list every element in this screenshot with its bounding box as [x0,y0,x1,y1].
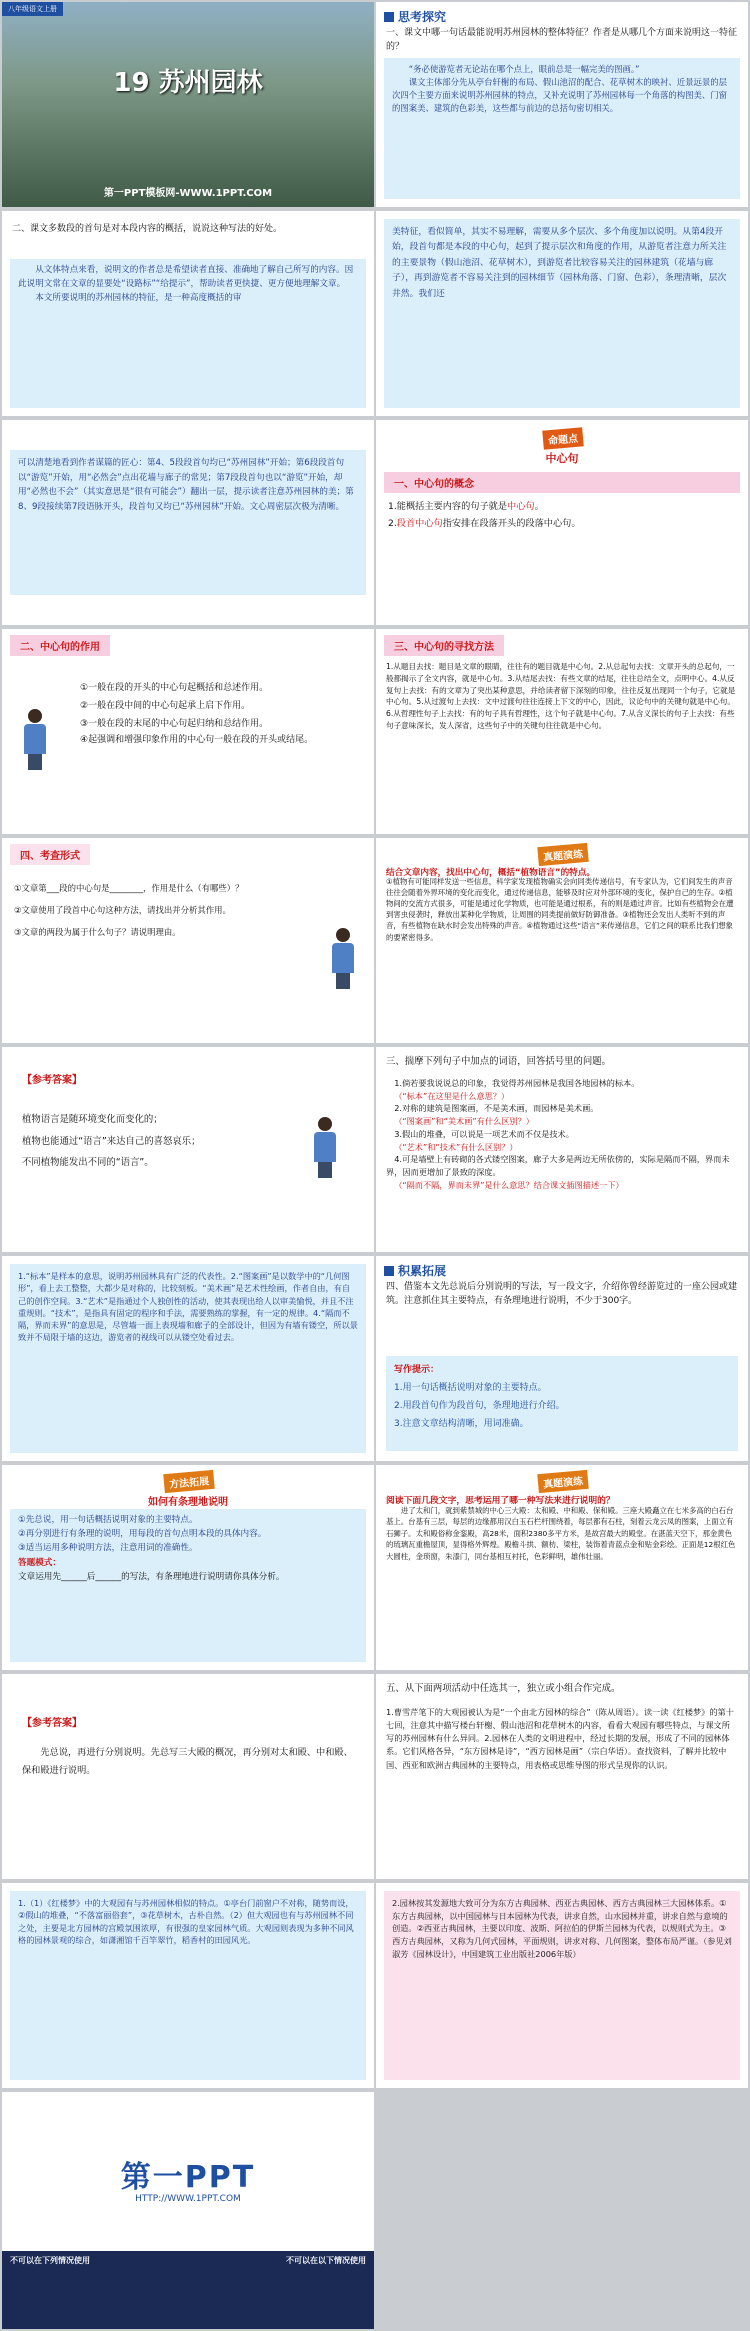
answer-box [384,58,740,199]
garden-photo [2,2,374,207]
slide-8[interactable] [376,629,748,834]
answer-text: 先总说，再进行分别说明。先总写三大殿的概况，再分别对太和殿、中和殿、保和殿进行说明。 [22,1747,353,1777]
topic-title: 中心句 [545,452,579,465]
topic-tag: 命题点 [542,427,584,449]
task-heading: 阅读下面几段文字，思考运用了哪一种写法来进行说明的？ [386,1496,615,1506]
slide-7[interactable] [2,629,374,834]
subheading: 二、中心句的作用 [10,635,110,656]
tips-heading: 写作提示： [394,1365,440,1375]
concept-line-2: 2.段首中心句指安排在段落开头的段落中心句。 [388,517,581,529]
grade-badge: 八年级语文上册 [2,2,63,16]
heading-square-icon [384,1266,394,1276]
slide-10[interactable] [376,838,748,1043]
exam-list [14,878,314,944]
method-text: 1.从题目去找：题目是文章的眼睛，往往有的题目就是中心句。2.从总起句去找：文章开头的总起句，一般都揭示了全文内容，就是中心句。3.从结尾去找：有些文章的结尾，往往总结全文，点明中心。4.从反复句上去找：有的文章为了突出某种意思，并给读者留下深刻的印象，往往反复出现同一个句子，它就是中心句。5.从过渡句上去找：文中过渡句往往连接上下文的中心，因此，议论句中的关键句就是中心句。6.从哲理性句子上去找：有的句子具有哲理性，这个句子就是中心句。7.从含义深长的句子上去找：有些句子意味深长，发人深省，这些句子中的关键句往往就是中心句。 [386,662,736,730]
list-item: ④起强调和增强印象作用的中心句一般在段的开头或结尾。 [80,735,314,745]
slide-4[interactable] [376,211,748,416]
question: 二、课文多数段的首句是对本段内容的概括，说说这种写法的好处。 [12,224,283,234]
practice-tag: 真题演练 [537,843,588,866]
question: 三、揣摩下列句子中加点的词语，回答括号里的问题。 [386,1056,612,1067]
sentence: 4.可是墙壁上有砖砌的各式镂空图案，廊子大多是两边无所依傍的，实际是隔而不隔，界而未界，因而更增加了景致的深度。 [386,1154,730,1177]
footer-right-title: 不可以在以下情况使用 [286,2256,366,2265]
sentence: 2.对称的建筑是图案画，不是美术画，而园林是美术画。 [394,1103,599,1114]
reading-passage: 进了太和门，就到紫禁城的中心三大殿：太和殿、中和殿、保和殿。三座大殿矗立在七米多高的白石台基上。台基有三层，每层的边缘都用汉白玉石栏杆围绕着，每层都有石柱，刻着云龙云凤的图案，上面立有石狮子。太和殿俗称金銮殿，高28米，面积2380多平方米，是故宫最大的殿堂。在湛蓝天空下，那金黄色的琉璃瓦重檐屋顶，显得格外辉煌。殿檐斗拱、额枋、梁柱，装饰着青蓝点金和贴金彩绘。正面是12根红色大圆柱，金琐窗，朱漆门，同台基相互衬托，色彩鲜明，雄伟壮丽。 [386,1506,736,1561]
pattern-heading: 答题模式： [18,1557,61,1568]
method-tag: 方法拓展 [163,1470,214,1493]
method-step: ②再分别进行有条理的说明，用每段的首句点明本段的具体内容。 [18,1529,267,1540]
answer-line: 不同植物能发出不同的“语言”。 [22,1157,154,1169]
slide-9[interactable] [2,838,374,1043]
answer-p2: 本文所要说明的苏州园林的特征，是一种高度概括的审 [35,292,242,303]
slide-19[interactable] [2,1883,374,2088]
list-item: ②一般在段中间的中心句起承上启下作用。 [80,701,251,711]
task-heading: 结合文章内容，找出中心句，概括“植物语言”的特点。 [386,868,595,878]
method-title: 如何有条理地说明 [148,1497,228,1508]
question: 一、课文中哪一句话最能说明苏州园林的整体特征？作者是从哪几个方面来说明这一特征的？ [386,28,738,52]
brand-url: HTTP://WWW.1PPT.COM [135,2194,241,2204]
activity-heading: 五、从下面两项活动中任选其一，独立或小组合作完成。 [386,1683,621,1694]
answer-quote: “务必使游览者无论站在哪个点上，眼前总是一幅完美的图画。” [408,64,640,74]
sentence-list [386,1077,740,1191]
pattern-text: 文章运用先______后______的写法，有条理地进行说明请你具体分析。 [18,1571,285,1582]
answer-box: 2.园林按其发源地大致可分为东方古典园林、西亚古典园林、西方古典园林三大园林体系。①东方古典园林，以中国园林与日本园林为代表，讲求自然，山水园林并重，讲求自然与意境的创造。②西亚古典园林，主要以印度、波斯、阿拉伯的伊斯兰园林为代表，以规则式为主。③西方古典园林，又称为几何式园林，平面规则，讲求对称、几何图案，整体布局严谨。（参见刘淑芳《园林设计》，中国建筑工业出版社2006年版） [384,1891,740,2080]
slide-11[interactable] [2,1047,374,1252]
heading-square-icon [384,12,394,22]
slide-3[interactable] [2,211,374,416]
sentence-question: （“艺术”和“技术”有什么区别？） [394,1141,518,1152]
lesson-title: 19 苏州园林 [113,68,263,98]
writing-task: 四、借鉴本文先总说后分别说明的写法，写一段文字，介绍你曾经游览过的一座公园或建筑。注意抓住其主要特点，有条理地进行说明，不少于300字。 [386,1282,738,1306]
slide-1-cover[interactable] [2,2,374,207]
watermark: 第一PPT模板网-WWW.1PPT.COM [103,188,273,199]
list-item: ①文章第___段的中心句是________，作用是什么（有哪些）？ [14,883,244,893]
footer-left-title: 不可以在下列情况使用 [10,2256,90,2265]
section-heading: 思考探究 [398,10,447,24]
method-step: ③适当运用多种说明方法，注意用词的准确性。 [18,1543,198,1554]
sentence: 1.倘若要我说说总的印象，我觉得苏州园林是我国各地园林的标本。 [394,1078,640,1088]
slide-15[interactable] [2,1465,374,1670]
slide-17[interactable] [2,1674,374,1879]
brand-logo: 第一PPT [120,2160,256,2195]
answer-continued: 美特征，看似简单，其实不易理解，需要从多个层次、多个角度加以说明。从第4段开始，段首句都是本段的中心句，起到了提示层次和角度的作用，从游览者注意力所关注的主要景物（假山池沼、花草树木），到游览者比较容易关注的园林建筑（花墙与廊子），再到游览者不容易关注到的园林细节（园林角落、门窗、色彩），条理清晰，层次井然。我们还 [384,219,740,408]
subheading: 三、中心句的寻找方法 [384,635,504,656]
sentence-question: （“标本”在这里是什么意思？） [394,1090,510,1101]
slide-20[interactable] [376,1883,748,2088]
slide-6[interactable] [376,420,748,625]
slide-21-ending[interactable] [2,2092,374,2329]
list-item: ③文章的两段为属于什么句子？请说明理由。 [14,926,181,937]
sentence: 3.假山的堆叠，可以说是一项艺术而不仅是技术。 [394,1128,574,1139]
tip: 3.注意文章结构清晰，用词准确。 [394,1419,529,1429]
answer-p1: 从文体特点来看，说明文的作者总是希望读者直接、准确地了解自己所写的内容。因此说明文常在文章的显要处“设路标”“给提示”，帮助读者更快捷、更方便地理解文章。 [18,265,354,289]
answer-body: 课文主体部分先从亭台轩榭的布局、假山池沼的配合、花草树木的映衬、近景远景的层次四个主要方面来说明苏州园林的特点，又补充说明了苏州园林每一个角落的构图美、门窗的图案美、建筑的色彩美，这些都与前边的总括句密切相关。 [392,77,728,114]
list-item: ②文章使用了段首中心句这种方法，请找出并分析其作用。 [14,904,231,915]
activity-text: 1.曹雪芹笔下的大观园被认为是“一个由北方园林的综合”（陈从周语）。读一读《红楼梦》的第十七回，注意其中描写楼台轩榭、假山池沼和花草树木的内容，看看大观园有哪些特点，与课文所写的苏州园林有什么异同。2.园林在人类的文明进程中，经过长期的发展，形成了不同的园林体系。它们风格各异，“东方园林是诗”，“西方园林是画”（宗白华语）。查找资料，了解并比较中国、西亚和欧洲古典园林的主要特点，用表格或思维导图的形式呈现你的认识。 [386,1707,734,1770]
answer-box: 1.“标本”是样本的意思，说明苏州园林具有广泛的代表性。2.“图案画”是以数学中的“几何图形”，看上去工整整，大都少是对称的，比较刻板。“美术画”是艺术性绘画，作者自由，有自己的创作空间。3.“艺术”是指通过个人独创性的活动，使其表现出给人以审美愉悦，并且不注重规则。“技术”，是指具有固定的程序和手法，需要熟练的掌握，有一定的规律。4.“隔而不隔，界而未界”的意思是，尽管墙一面上表现墙和廊子的全部设计，但因为有墙有镂空，所以景致并不局限于墙的这边，游览者的视线可以从镂空处看过去。 [10,1264,366,1453]
answer-box: 可以清楚地看到作者谋篇的匠心：第4、5段段首句均已“苏州园林”开始；第6段段首句以“游览”开始，用“必然会”点出花墙与廊子的常见；第7段段首句也以“游览”开始，却用“必然也不会”（其实意思是“很有可能会”）翻出一层，提示读者注意苏州园林的美；第8、9段接续第7段语脉开头，段首句又均已“苏州园林”开始。文心周密层次极为清晰。 [10,450,366,595]
list-item: ③一般在段的末尾的中心句起归纳和总结作用。 [80,719,269,729]
sentence-question: （“图案画”和“美术画”有什么区别？） [394,1116,534,1127]
slide-14[interactable] [376,1256,748,1461]
section-heading: 积累拓展 [398,1264,447,1278]
subheading: 四、考查形式 [10,844,90,865]
teacher-figure-icon [22,709,48,771]
method-step: ①先总说，用一句话概括说明对象的主要特点。 [18,1515,198,1525]
answer-line: 植物也能通过“语言”来达自己的喜怒哀乐； [22,1135,201,1147]
answer-tag: 【参考答案】 [22,1718,82,1729]
answer-tag: 【参考答案】 [22,1075,82,1086]
usage-footer [2,2251,374,2329]
list-item: ①一般在段的开头的中心句起概括和总述作用。 [80,683,269,693]
slide-12[interactable] [376,1047,748,1252]
tip: 2.用段首句作为段首句，条理地进行介绍。 [394,1401,565,1411]
slide-5[interactable] [2,420,374,625]
practice-tag: 真题演练 [537,1470,588,1493]
answer-line: 植物语言是随环境变化而变化的； [22,1114,163,1125]
sentence-question: （“隔而不隔，界而未界”是什么意思？结合课文插图描述一下） [394,1179,624,1190]
tip: 1.用一句话概括说明对象的主要特点。 [394,1383,547,1393]
teacher-figure-icon [330,928,356,990]
teacher-figure-icon [312,1117,338,1179]
slide-18[interactable] [376,1674,748,1879]
writing-tips [386,1356,738,1451]
slide-16[interactable] [376,1465,748,1670]
answer-box [10,259,366,408]
slide-2[interactable] [376,2,748,207]
concept-line-1: 1.能概括主要内容的句子就是中心句。 [388,501,544,512]
answer-lines [22,1109,200,1174]
subheading: 一、中心句的概念 [384,472,740,493]
reading-passage: ①植物有可能同样发送一些信息，科学家发现植物确实会向同类传递信号，有专家认为，它们间发生的声音往往会随着外界环境的变化而变化，通过传递信息，能够及时应对外部环境的变化，保护自己的生存。②植物间的交流方式很多，可能是通过化学物质，也可能是通过根系，有的则是通过声音。比如有些植物会在遭到害虫侵袭时，释放出某种化学物质，让周围的同类提前做好防御准备。③植物还会发出人类听不到的声音，有些植物在缺水时会发出特殊的声音。④植物通过这些“语言”来传递信息，它们之间的联系比我们想象的要紧密得多。 [386,877,734,942]
method-box [10,1509,366,1662]
function-list [80,679,364,747]
answer-box: 1.（1）《红楼梦》中的大观园有与苏州园林相似的特点。①亭台门前窗户不对称，随势而设，②假山的堆叠，“不落富丽俗套”，③花草树木，古朴自然。（2）但大观园也有与苏州园林不同之处，主要是北方园林的宫殿氛围浓厚，有很强的皇家园林气质。大观园则表现为多种不同风格的园林景观的综合，如潇湘馆千百竿翠竹，稻香村的田园风光。 [10,1891,366,2080]
slide-13[interactable] [2,1256,374,1461]
